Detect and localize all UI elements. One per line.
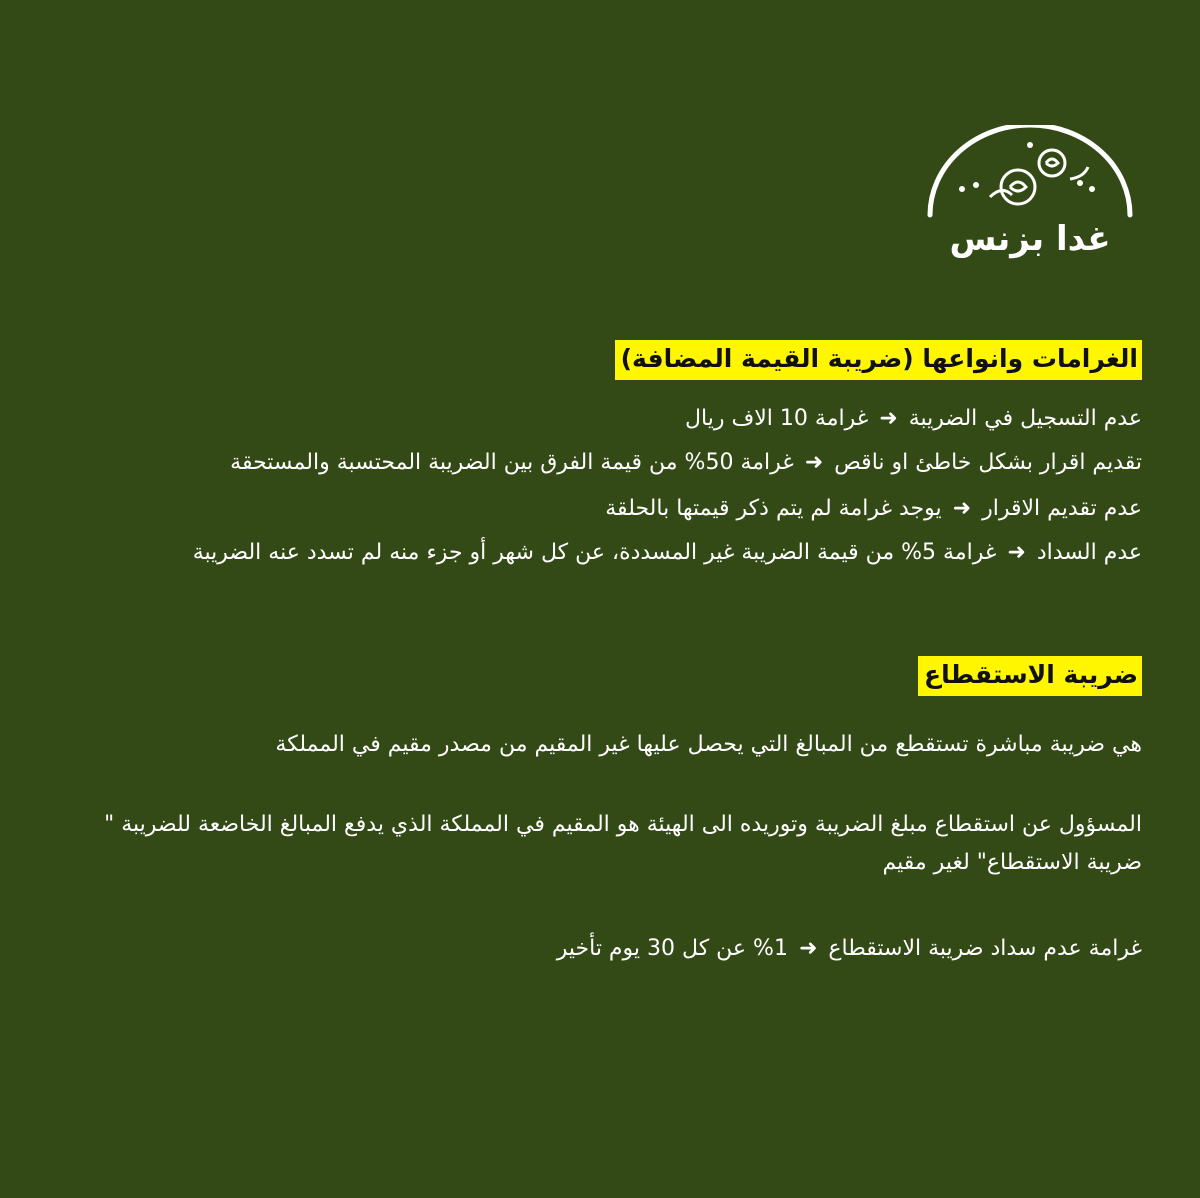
- withholding-definition: هي ضريبة مباشرة تستقطع من المبالغ التي يحصل عليها غير المقيم من مصدر مقيم في المملكة: [275, 732, 1142, 757]
- rose-icon: [990, 150, 1088, 204]
- item-lead: عدم السداد: [1036, 540, 1142, 565]
- item-lead: عدم التسجيل في الضريبة: [908, 406, 1142, 431]
- arrow-icon: ➜: [804, 450, 824, 475]
- penalty-lead: غرامة عدم سداد ضريبة الاستقطاع: [828, 936, 1142, 961]
- ghada-business-logo: [920, 125, 1140, 270]
- item-rest: يوجد غرامة لم يتم ذكر قيمتها بالحلقة: [605, 496, 942, 521]
- arrow-icon: ➜: [879, 406, 898, 431]
- section1-list: [92, 404, 1142, 568]
- penalty-item-registration: [92, 404, 1142, 434]
- withholding-penalty: [92, 934, 1142, 964]
- item-lead: تقديم اقرار بشكل خاطئ او ناقص: [834, 450, 1142, 475]
- section1-title-paren: (ضريبة القيمة المضافة): [620, 344, 914, 373]
- section1-title: [615, 340, 1142, 380]
- withholding-responsible: المسؤول عن استقطاع مبلغ الضريبة وتوريده الى الهيئة هو المقيم في المملكة الذي يدفع المبالغ الخاضعة للضريبة " ضريبة الاستقطاع" لغير مقيم: [104, 812, 1142, 875]
- section1-header-row: [92, 340, 1142, 380]
- penalty-rest: 1% عن كل 30 يوم تأخير: [556, 936, 788, 961]
- section2-header-row: [92, 656, 1142, 696]
- item-rest: غرامة 10 الاف ريال: [685, 406, 869, 431]
- arrow-icon: ➜: [1007, 540, 1026, 565]
- item-rest: غرامة 50% من قيمة الفرق بين الضريبة المحتسبة والمستحقة: [230, 450, 794, 475]
- item-rest: غرامة 5% من قيمة الضريبة غير المسددة، عن كل شهر أو جزء منه لم تسدد عنه الضريبة: [192, 540, 997, 565]
- penalty-item-non-payment: [92, 538, 1142, 568]
- section2-title: ضريبة الاستقطاع: [918, 656, 1142, 696]
- arrow-icon: ➜: [798, 936, 818, 961]
- arrow-icon: ➜: [952, 496, 972, 521]
- penalty-item-no-return: [92, 494, 1142, 524]
- section1-title-main: الغرامات وانواعها: [922, 344, 1138, 373]
- penalty-item-wrong-return: [92, 448, 1142, 478]
- item-lead: عدم تقديم الاقرار: [982, 496, 1142, 521]
- logo-wordmark: غدا بزنس: [949, 219, 1111, 259]
